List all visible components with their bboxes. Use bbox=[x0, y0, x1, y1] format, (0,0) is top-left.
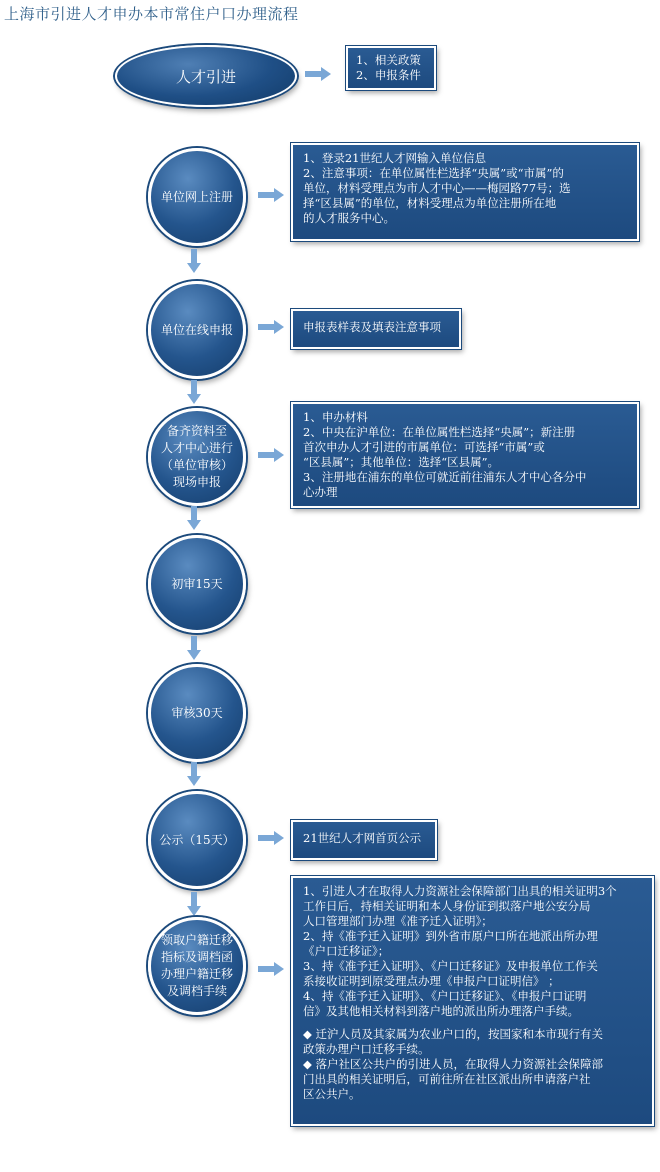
arrow-right-icon bbox=[258, 188, 284, 202]
info-line: 心办理 bbox=[303, 485, 338, 499]
step-node-register bbox=[148, 148, 246, 246]
arrow-down-icon bbox=[187, 636, 201, 660]
step-label: 备齐资料至 人才中心进行 （单位审核） 现场申报 bbox=[160, 424, 233, 489]
info-line: 1、申办材料 bbox=[303, 410, 368, 424]
step-node-review bbox=[148, 664, 246, 762]
step-label: 公示（15天） bbox=[159, 832, 235, 847]
info-line: 门出具的相关证明后，可前往所在社区派出所申请落户社 bbox=[303, 1072, 591, 1086]
page-title: 上海市引进人才申办本市常住户口办理流程 bbox=[4, 5, 299, 23]
info-line: 的人才服务中心。 bbox=[303, 211, 395, 225]
info-line: 人口管理部门办理《准予迁入证明》； bbox=[303, 914, 493, 928]
info-line: 3、注册地在浦东的单位可就近前往浦东人才中心各分中 bbox=[303, 470, 587, 484]
arrow-down-icon bbox=[187, 506, 201, 530]
info-line: ◆ 落户社区公共户的引进人员，在取得人力资源社会保障部 bbox=[303, 1057, 603, 1071]
start-node-label: 人才引进 bbox=[175, 67, 236, 86]
arrow-down-icon bbox=[187, 380, 201, 404]
info-line: 首次申办人才引进的市属单位：可选择“市属”或 bbox=[303, 440, 545, 454]
step-node-hukou-transfer bbox=[148, 917, 246, 1015]
arrow-right-icon bbox=[258, 448, 284, 462]
step-info-box-register bbox=[291, 143, 639, 241]
info-line: 2、持《准予迁入证明》到外省市原户口所在地派出所办理 bbox=[303, 929, 598, 943]
step-label: 单位在线申报 bbox=[160, 322, 233, 337]
info-line: 系接收证明到原受理点办理《申报户口证明信》 ； bbox=[303, 974, 560, 988]
info-line: 申报表样表及填表注意事项 bbox=[303, 320, 441, 334]
info-line: 3、持《准予迁入证明》、《户口迁移证》及申报单位工作关 bbox=[303, 959, 598, 973]
spacer bbox=[303, 1019, 642, 1027]
step-node-preliminary-review bbox=[148, 535, 246, 633]
info-line: 择“区县属”的单位，材料受理点为单位注册所在地 bbox=[303, 196, 557, 210]
info-line: 信》及其他相关材料到落户地的派出所办理落户手续。 bbox=[303, 1004, 579, 1018]
info-line: 2、注意事项：在单位属性栏选择“央属”或“市属”的 bbox=[303, 166, 564, 180]
start-info-line: 1、相关政策 bbox=[356, 53, 421, 67]
step-info-box-online-apply bbox=[291, 309, 461, 349]
start-node-oval bbox=[115, 45, 297, 107]
info-line: 4、持《准予迁入证明》、《户口迁移证》、《申报户口证明 bbox=[303, 989, 587, 1003]
info-line: 《户口迁移证》； bbox=[303, 944, 390, 958]
info-line: “区县属”；其他单位：选择“区县属”。 bbox=[303, 455, 500, 469]
start-info-box bbox=[346, 46, 436, 90]
info-line: 1、引进人才在取得人力资源社会保障部门出具的相关证明3个 bbox=[303, 884, 617, 898]
step-label: 初审15天 bbox=[171, 576, 223, 591]
step-info-box-onsite-apply bbox=[291, 402, 639, 508]
arrow-down-icon bbox=[187, 762, 201, 786]
step-label: 领取户籍迁移 指标及调档函 办理户籍迁移 及调档手续 bbox=[160, 933, 233, 998]
arrow-right-icon bbox=[258, 320, 284, 334]
step-info-box-publicity bbox=[291, 820, 437, 860]
step-node-publicity bbox=[148, 791, 246, 889]
info-line: 21世纪人才网首页公示 bbox=[303, 831, 422, 845]
info-line: 2、中央在沪单位：在单位属性栏选择“央属”；新注册 bbox=[303, 425, 576, 439]
arrow-right-icon bbox=[258, 962, 284, 976]
info-line: 1、登录21世纪人才网输入单位信息 bbox=[303, 151, 486, 165]
step-label: 审核30天 bbox=[171, 705, 223, 720]
info-line: 单位，材料受理点为市人才中心——梅园路77号；选 bbox=[303, 181, 571, 195]
info-line: 区公共户。 bbox=[303, 1087, 361, 1101]
info-line: 工作日后，持相关证明和本人身份证到拟落户地公安分局 bbox=[303, 899, 591, 913]
info-line: ◆ 迁沪人员及其家属为农业户口的，按国家和本市现行有关 bbox=[303, 1027, 603, 1041]
step-node-onsite-apply bbox=[148, 408, 246, 506]
arrow-right-icon bbox=[305, 67, 331, 81]
arrow-down-icon bbox=[187, 892, 201, 916]
step-info-box-hukou-transfer bbox=[291, 876, 654, 1126]
start-info-line: 2、申报条件 bbox=[356, 68, 421, 82]
info-line: 政策办理户口迁移手续。 bbox=[303, 1042, 430, 1056]
arrow-right-icon bbox=[258, 831, 284, 845]
step-label: 单位网上注册 bbox=[160, 189, 233, 204]
step-node-online-apply bbox=[148, 281, 246, 379]
arrow-down-icon bbox=[187, 249, 201, 273]
